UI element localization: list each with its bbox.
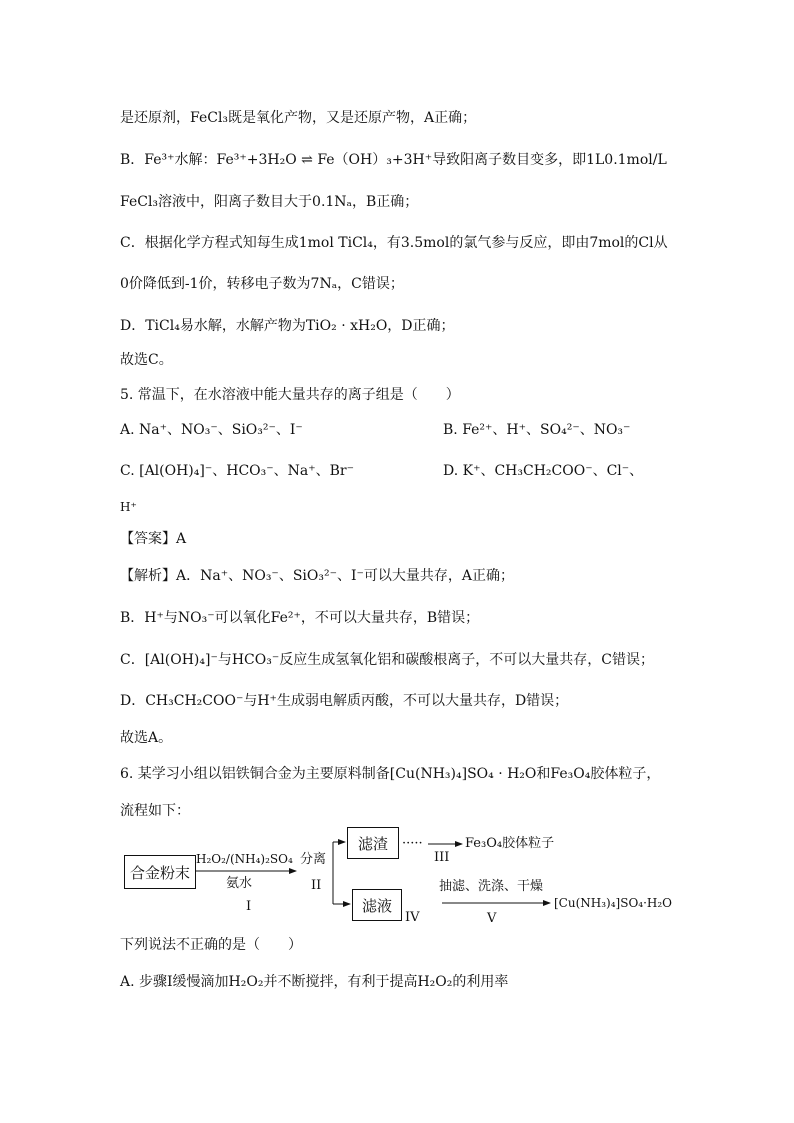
- flow-sep: 分离: [300, 852, 327, 867]
- text-line: 0价降低到-1价，转移电子数为7Nₐ，C错误；: [120, 276, 404, 292]
- flow-product-1: Fe₃O₄胶体粒子: [465, 836, 555, 851]
- option-d: D. K⁺、CH₃CH₂COO⁻、Cl⁻、: [443, 463, 644, 479]
- text-line: 故选C。: [120, 352, 173, 368]
- answer: 【答案】A: [120, 531, 187, 547]
- flow-step-1: I: [246, 899, 252, 914]
- question-5: 5. 常温下，在水溶液中能大量共存的离子组是（ ）: [120, 387, 460, 403]
- option-d-cont: H⁺: [120, 500, 137, 514]
- flow-box-filtrate: 滤液: [352, 889, 402, 921]
- flow-step-4: IV: [405, 910, 420, 925]
- question-6-option-a: A. 步骤Ⅰ缓慢滴加H₂O₂并不断搅拌，有利于提高H₂O₂的利用率: [120, 974, 509, 990]
- question-6-prompt: 下列说法不正确的是（ ）: [120, 937, 302, 953]
- flow-ops: 抽滤、洗涤、干燥: [439, 879, 544, 894]
- question-6-cont: 流程如下：: [120, 803, 190, 819]
- flow-box-residue: 滤渣: [347, 827, 399, 859]
- option-a: A. Na⁺、NO₃⁻、SiO₃²⁻、I⁻: [120, 422, 303, 438]
- flow-dots: ·····: [402, 836, 423, 851]
- flow-reagent2: 氨水: [226, 876, 253, 891]
- flow-step-3: III: [434, 850, 450, 865]
- flow-reagent: H₂O₂/(NH₄)₂SO₄: [196, 852, 293, 866]
- explanation-line: B．H⁺与NO₃⁻可以氧化Fe²⁺，不可以大量共存，B错误；: [120, 610, 480, 626]
- text-line: 是还原剂，FeCl₃既是氧化产物，又是还原产物，A正确；: [120, 110, 477, 126]
- flow-step-5: V: [487, 911, 497, 926]
- option-b: B. Fe²⁺、H⁺、SO₄²⁻、NO₃⁻: [443, 422, 631, 438]
- question-6: 6. 某学习小组以铝铁铜合金为主要原料制备[Cu(NH₃)₄]SO₄ · H₂O和Fe₃O₄胶体粒子，: [120, 766, 661, 782]
- flow-step-2: II: [311, 878, 322, 893]
- text-line: C．根据化学方程式知每生成1mol TiCl₄，有3.5mol的氯气参与反应，即由7mol的Cl从: [120, 235, 668, 251]
- option-c: C. [Al(OH)₄]⁻、HCO₃⁻、Na⁺、Br⁻: [120, 463, 354, 479]
- text-line: FeCl₃溶液中，阳离子数目大于0.1Nₐ，B正确；: [120, 194, 419, 210]
- text-line: D．TiCl₄易水解，水解产物为TiO₂ · xH₂O，D正确；: [120, 318, 455, 334]
- explanation-line: D．CH₃CH₂COO⁻与H⁺生成弱电解质丙酸，不可以大量共存，D错误；: [120, 693, 569, 709]
- explanation-line: C．[Al(OH)₄]⁻与HCO₃⁻反应生成氢氧化铝和碳酸根离子，不可以大量共存，C错误；: [120, 652, 654, 668]
- flow-product-2: [Cu(NH₃)₄]SO₄·H₂O: [554, 896, 673, 910]
- explanation-line: 【解析】A．Na⁺、NO₃⁻、SiO₃²⁻、I⁻可以大量共存，A正确；: [120, 568, 515, 584]
- flow-box-start: 合金粉末: [124, 855, 196, 889]
- text-line: B．Fe³⁺水解：Fe³⁺+3H₂O ⇌ Fe（OH）₃+3H⁺导致阳离子数目变多，即1L0.1mol/L: [120, 152, 667, 168]
- explanation-line: 故选A。: [120, 730, 173, 746]
